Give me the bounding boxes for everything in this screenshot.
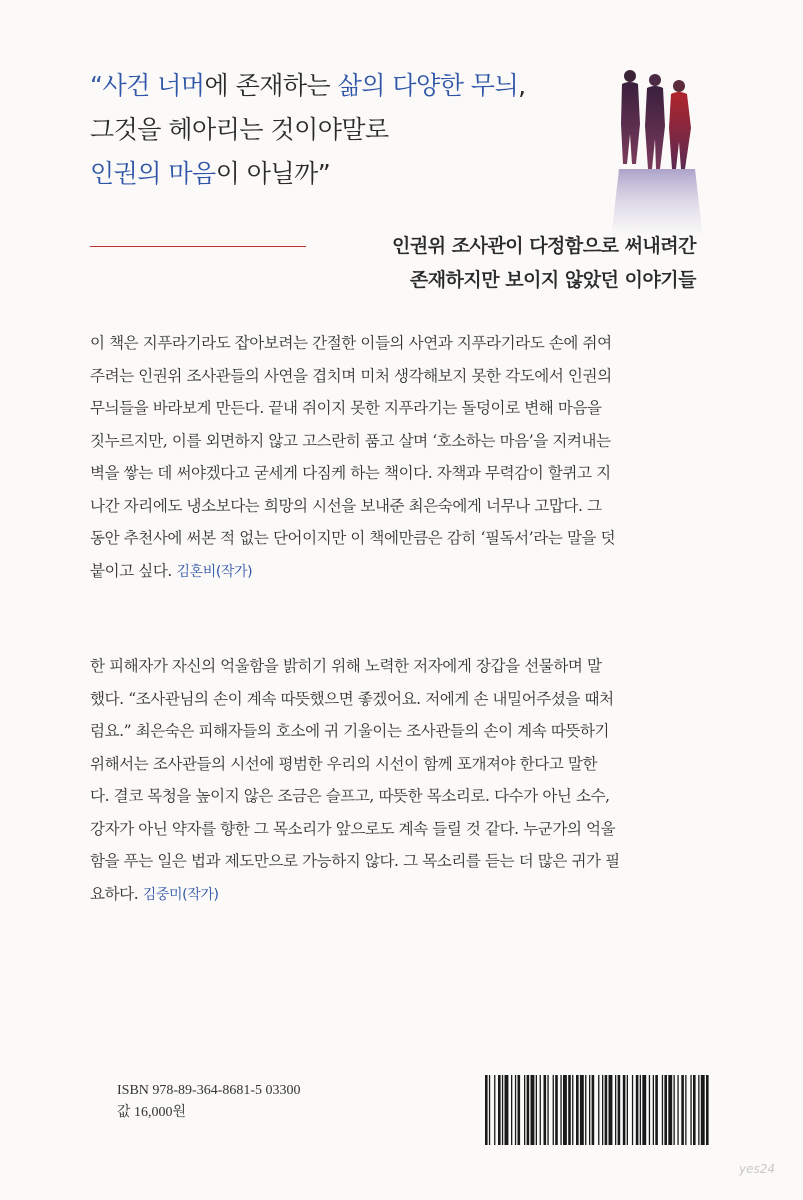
isbn-block bbox=[117, 1080, 301, 1124]
barcode-bar bbox=[511, 1075, 512, 1145]
barcode-bar bbox=[609, 1075, 613, 1145]
barcode-bar bbox=[494, 1075, 495, 1145]
barcode-bar bbox=[636, 1075, 639, 1145]
barcode-bar bbox=[690, 1075, 691, 1145]
barcode-bar bbox=[555, 1075, 558, 1145]
barcode-bar bbox=[527, 1075, 530, 1145]
review-line: 나간 자리에도 냉소보다는 희망의 시선을 보내준 최은숙에게 너무나 고맙다. 그 bbox=[90, 496, 602, 515]
review-paragraph-1 bbox=[90, 327, 716, 588]
review-author: 김혼비(작가) bbox=[176, 563, 253, 580]
review-line: 한 피해자가 자신의 억울함을 밝히기 위해 노력한 저자에게 장갑을 선물하며 말 bbox=[90, 657, 602, 675]
barcode-bar bbox=[592, 1075, 595, 1145]
barcode-bar bbox=[674, 1075, 675, 1145]
barcode-bar bbox=[653, 1075, 654, 1145]
subtitle bbox=[392, 229, 696, 297]
review-line: 동안 추천사에 써본 적 없는 단어이지만 이 책에만큼은 감히 ‘필독서’라는 말을 덧 bbox=[90, 529, 616, 547]
barcode-bar bbox=[627, 1075, 628, 1145]
review-line-last: 요하다. 김중미(작가) bbox=[90, 884, 219, 903]
barcode-bar bbox=[701, 1075, 705, 1145]
barcode-bar bbox=[655, 1075, 658, 1145]
barcode-bar bbox=[502, 1075, 503, 1145]
quote-line-2: 그것을 헤아리는 것이야말로 bbox=[90, 115, 389, 144]
review-line: 위해서는 조사관들의 시선에 평범한 우리의 시선이 함께 포개져야 한다고 말한 bbox=[90, 754, 598, 773]
barcode-bar bbox=[598, 1075, 599, 1145]
review-line: 럼요.” 최은숙은 피해자들의 호소에 귀 기울이는 조사관들의 손이 계속 따뜻하기 bbox=[90, 722, 610, 740]
barcode-bar bbox=[642, 1075, 646, 1145]
review-line: 주려는 인권위 조사관들의 사연을 겹치며 미처 생각해보지 못한 각도에서 인권의 bbox=[90, 366, 612, 385]
barcode-bar bbox=[664, 1075, 667, 1145]
barcode-bar bbox=[677, 1075, 678, 1145]
barcode-bar bbox=[524, 1075, 525, 1145]
review-line: 다. 결코 목청을 높이지 않은 조금은 슬프고, 따뜻한 목소리로. 다수가 아닌 소수, bbox=[90, 787, 610, 805]
barcode-bar bbox=[576, 1075, 579, 1145]
subtitle-line-1: 인권위 조사관이 다정함으로 써내려간 bbox=[391, 235, 696, 257]
barcode-bar bbox=[602, 1075, 603, 1145]
quote-line-1: “사건 너머에 존재하는 삶의 다양한 무늬, bbox=[90, 71, 526, 100]
barcode-bar bbox=[489, 1075, 490, 1145]
barcode-bar bbox=[589, 1075, 590, 1145]
cover-quote bbox=[90, 64, 590, 196]
barcode-bar bbox=[618, 1075, 621, 1145]
barcode-bar bbox=[668, 1075, 672, 1145]
review-author: 김중미(작가) bbox=[142, 886, 219, 903]
barcode-bar bbox=[580, 1075, 584, 1145]
barcode-bar bbox=[531, 1075, 535, 1145]
barcode-bar bbox=[706, 1075, 709, 1145]
review-line-last: 붙이고 싶다. 김혼비(작가) bbox=[90, 561, 253, 580]
price: 값 16,000원 bbox=[117, 1105, 187, 1120]
review-line: 짓누르지만, 이를 외면하지 않고 고스란히 품고 살며 ‘호소하는 마음’을 지켜내는 bbox=[90, 431, 611, 450]
barcode-bar bbox=[632, 1075, 633, 1145]
barcode-bar bbox=[605, 1075, 608, 1145]
barcode-bar bbox=[544, 1075, 547, 1145]
barcode-bar bbox=[698, 1075, 699, 1145]
watermark: yes24 bbox=[738, 1162, 775, 1176]
people-illustration bbox=[605, 64, 705, 239]
barcode-bar bbox=[693, 1075, 696, 1145]
barcode-bar bbox=[623, 1075, 626, 1145]
barcode-bar bbox=[681, 1075, 684, 1145]
divider-line bbox=[90, 246, 306, 247]
barcode-bar bbox=[536, 1075, 537, 1145]
barcode-bar bbox=[560, 1075, 561, 1145]
barcode-bar bbox=[553, 1075, 554, 1145]
barcode-bar bbox=[485, 1075, 488, 1145]
review-line: 했다. “조사관님의 손이 계속 따뜻했으면 좋겠어요. 저에게 손 내밀어주셨을 때처 bbox=[90, 689, 614, 708]
barcode bbox=[483, 1075, 710, 1145]
review-line: 함을 푸는 일은 법과 제도만으로 가능하지 않다. 그 목소리를 듣는 더 많은 귀가 필 bbox=[90, 852, 620, 870]
barcode-bar bbox=[685, 1075, 686, 1145]
review-line: 이 책은 지푸라기라도 잡아보려는 간절한 이들의 사연과 지푸라기라도 손에 쥐여 bbox=[90, 334, 612, 352]
barcode-bar bbox=[563, 1075, 567, 1145]
barcode-bar bbox=[515, 1075, 516, 1145]
barcode-bar bbox=[540, 1075, 541, 1145]
barcode-bar bbox=[585, 1075, 586, 1145]
isbn-number: ISBN 978-89-364-8681-5 03300 bbox=[117, 1083, 301, 1098]
barcode-bar bbox=[649, 1075, 650, 1145]
barcode-bar bbox=[615, 1075, 616, 1145]
review-paragraph-2 bbox=[90, 650, 716, 911]
barcode-bar bbox=[568, 1075, 571, 1145]
review-line: 무늬들을 바라보게 만든다. 끝내 쥐이지 못한 지푸라기는 돌덩이로 변해 마음을 bbox=[90, 399, 602, 417]
review-line: 강자가 아닌 약자를 향한 그 목소리가 앞으로도 계속 들릴 것 같다. 누군가의 억울 bbox=[90, 819, 616, 838]
barcode-bar bbox=[498, 1075, 501, 1145]
barcode-bar bbox=[640, 1075, 641, 1145]
subtitle-line-2: 존재하지만 보이지 않았던 이야기들 bbox=[409, 269, 696, 291]
quote-line-3: 인권의 마음이 아닐까” bbox=[90, 159, 331, 188]
barcode-bar bbox=[505, 1075, 509, 1145]
barcode-bar bbox=[518, 1075, 521, 1145]
barcode-bar bbox=[662, 1075, 663, 1145]
barcode-bar bbox=[547, 1075, 548, 1145]
barcode-bar bbox=[572, 1075, 573, 1145]
review-line: 벽을 쌓는 데 써야겠다고 굳세게 다짐케 하는 책이다. 자책과 무력감이 할퀴고 지 bbox=[90, 464, 611, 482]
